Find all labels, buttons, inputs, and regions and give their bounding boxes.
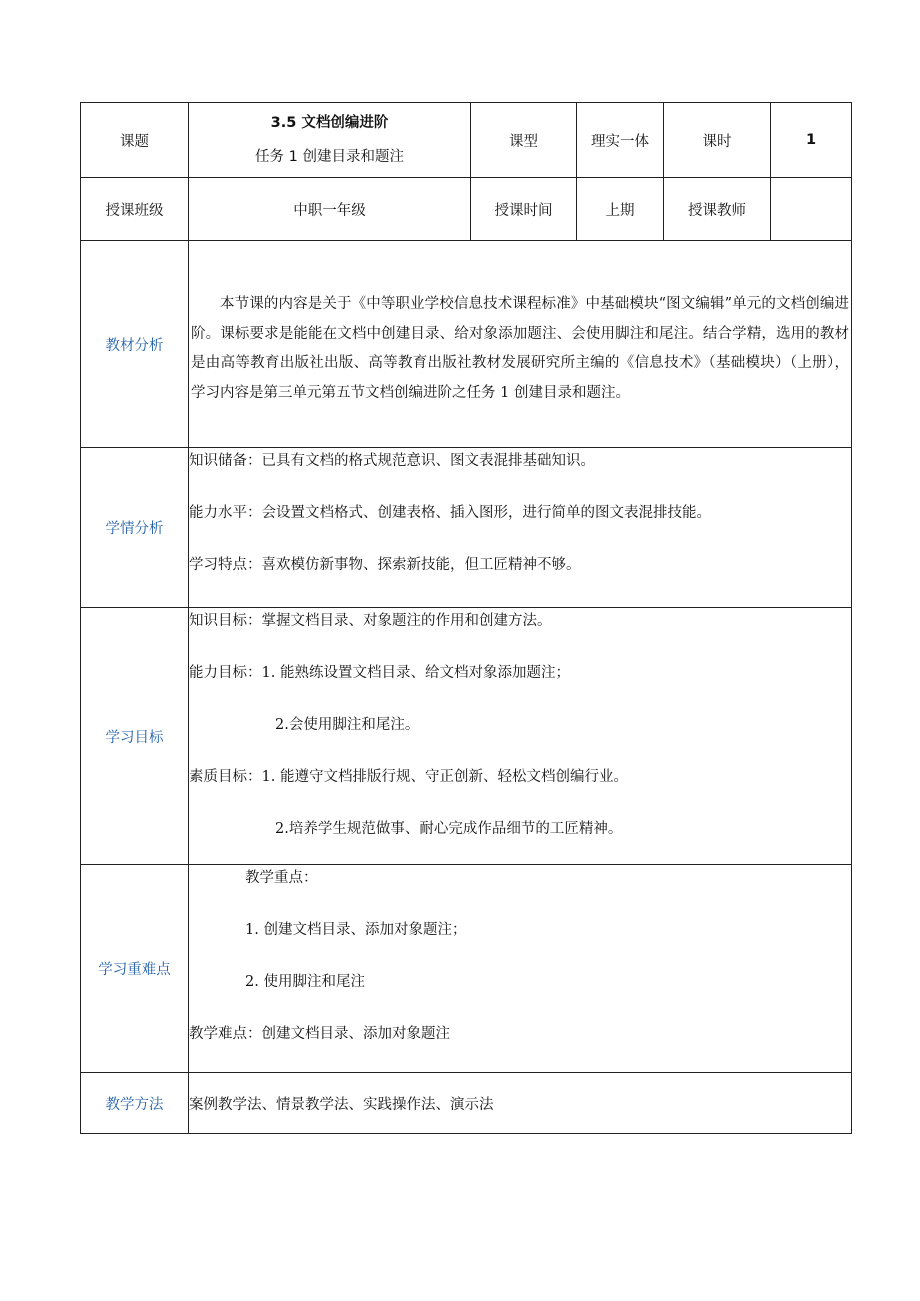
objective-ability-1: 能力目标：1. 能熟练设置文档目录、给文档对象添加题注； <box>189 665 570 681</box>
key-points-row <box>81 865 852 1073</box>
topic-line-1: 3.5 文档创编进阶 <box>270 115 389 131</box>
learners-label: 学情分析 <box>81 448 189 608</box>
lesson-plan-table <box>80 102 852 1134</box>
teacher-value <box>771 178 852 241</box>
learners-ability: 能力水平：会设置文档格式、创建表格、插入图形，进行简单的图文表混排技能。 <box>189 505 711 521</box>
learners-content <box>189 448 852 608</box>
class-row <box>81 178 852 241</box>
type-value: 理实一体 <box>577 103 664 178</box>
topic-line-2: 任务 1 创建目录和题注 <box>255 149 404 165</box>
learners-knowledge: 知识储备：已具有文档的格式规范意识、图文表混排基础知识。 <box>189 453 595 469</box>
textbook-row <box>81 241 852 448</box>
objectives-label: 学习目标 <box>81 608 189 865</box>
type-label: 课型 <box>471 103 577 178</box>
methods-row <box>81 1073 852 1134</box>
key-points-content <box>189 865 852 1073</box>
objectives-content <box>189 608 852 865</box>
objectives-row <box>81 608 852 865</box>
topic-value <box>189 103 471 178</box>
hours-label: 课时 <box>664 103 771 178</box>
objective-quality-1: 素质目标：1. 能遵守文档排版行规、守正创新、轻松文档创编行业。 <box>189 769 628 785</box>
key-point-2: 2. 使用脚注和尾注 <box>245 974 365 990</box>
objective-knowledge: 知识目标：掌握文档目录、对象题注的作用和创建方法。 <box>189 613 552 629</box>
class-label: 授课班级 <box>81 178 189 241</box>
textbook-label: 教材分析 <box>81 241 189 448</box>
time-label: 授课时间 <box>471 178 577 241</box>
key-points-title: 教学重点： <box>245 870 318 886</box>
topic-row <box>81 103 852 178</box>
time-value: 上期 <box>577 178 664 241</box>
topic-label: 课题 <box>81 103 189 178</box>
key-point-1: 1. 创建文档目录、添加对象题注； <box>245 922 467 938</box>
objective-quality-2: 2.培养学生规范做事、耐心完成作品细节的工匠精神。 <box>275 821 623 837</box>
methods-text: 案例教学法、情景教学法、实践操作法、演示法 <box>189 1073 852 1134</box>
objective-ability-2: 2.会使用脚注和尾注。 <box>275 717 420 733</box>
learners-row <box>81 448 852 608</box>
hours-value: 1 <box>771 103 852 178</box>
teacher-label: 授课教师 <box>664 178 771 241</box>
methods-label: 教学方法 <box>81 1073 189 1134</box>
class-value: 中职一年级 <box>189 178 471 241</box>
textbook-text: 本节课的内容是关于《中等职业学校信息技术课程标准》中基础模块“图文编辑”单元的文档创编进阶。课标要求是能能在文档中创建目录、给对象添加题注、会使用脚注和尾注。结合学精，选用的教材是由高等教育出版社出版、高等教育出版社教材发展研究所主编的《信息技术》（基础模块）（上册），学习内容是第三单元第五节文档创编进阶之任务 1 创建目录和题注。 <box>189 241 852 448</box>
difficulty-point: 教学难点：创建文档目录、添加对象题注 <box>189 1026 450 1042</box>
key-points-label: 学习重难点 <box>81 865 189 1073</box>
learners-traits: 学习特点：喜欢模仿新事物、探索新技能，但工匠精神不够。 <box>189 557 581 573</box>
